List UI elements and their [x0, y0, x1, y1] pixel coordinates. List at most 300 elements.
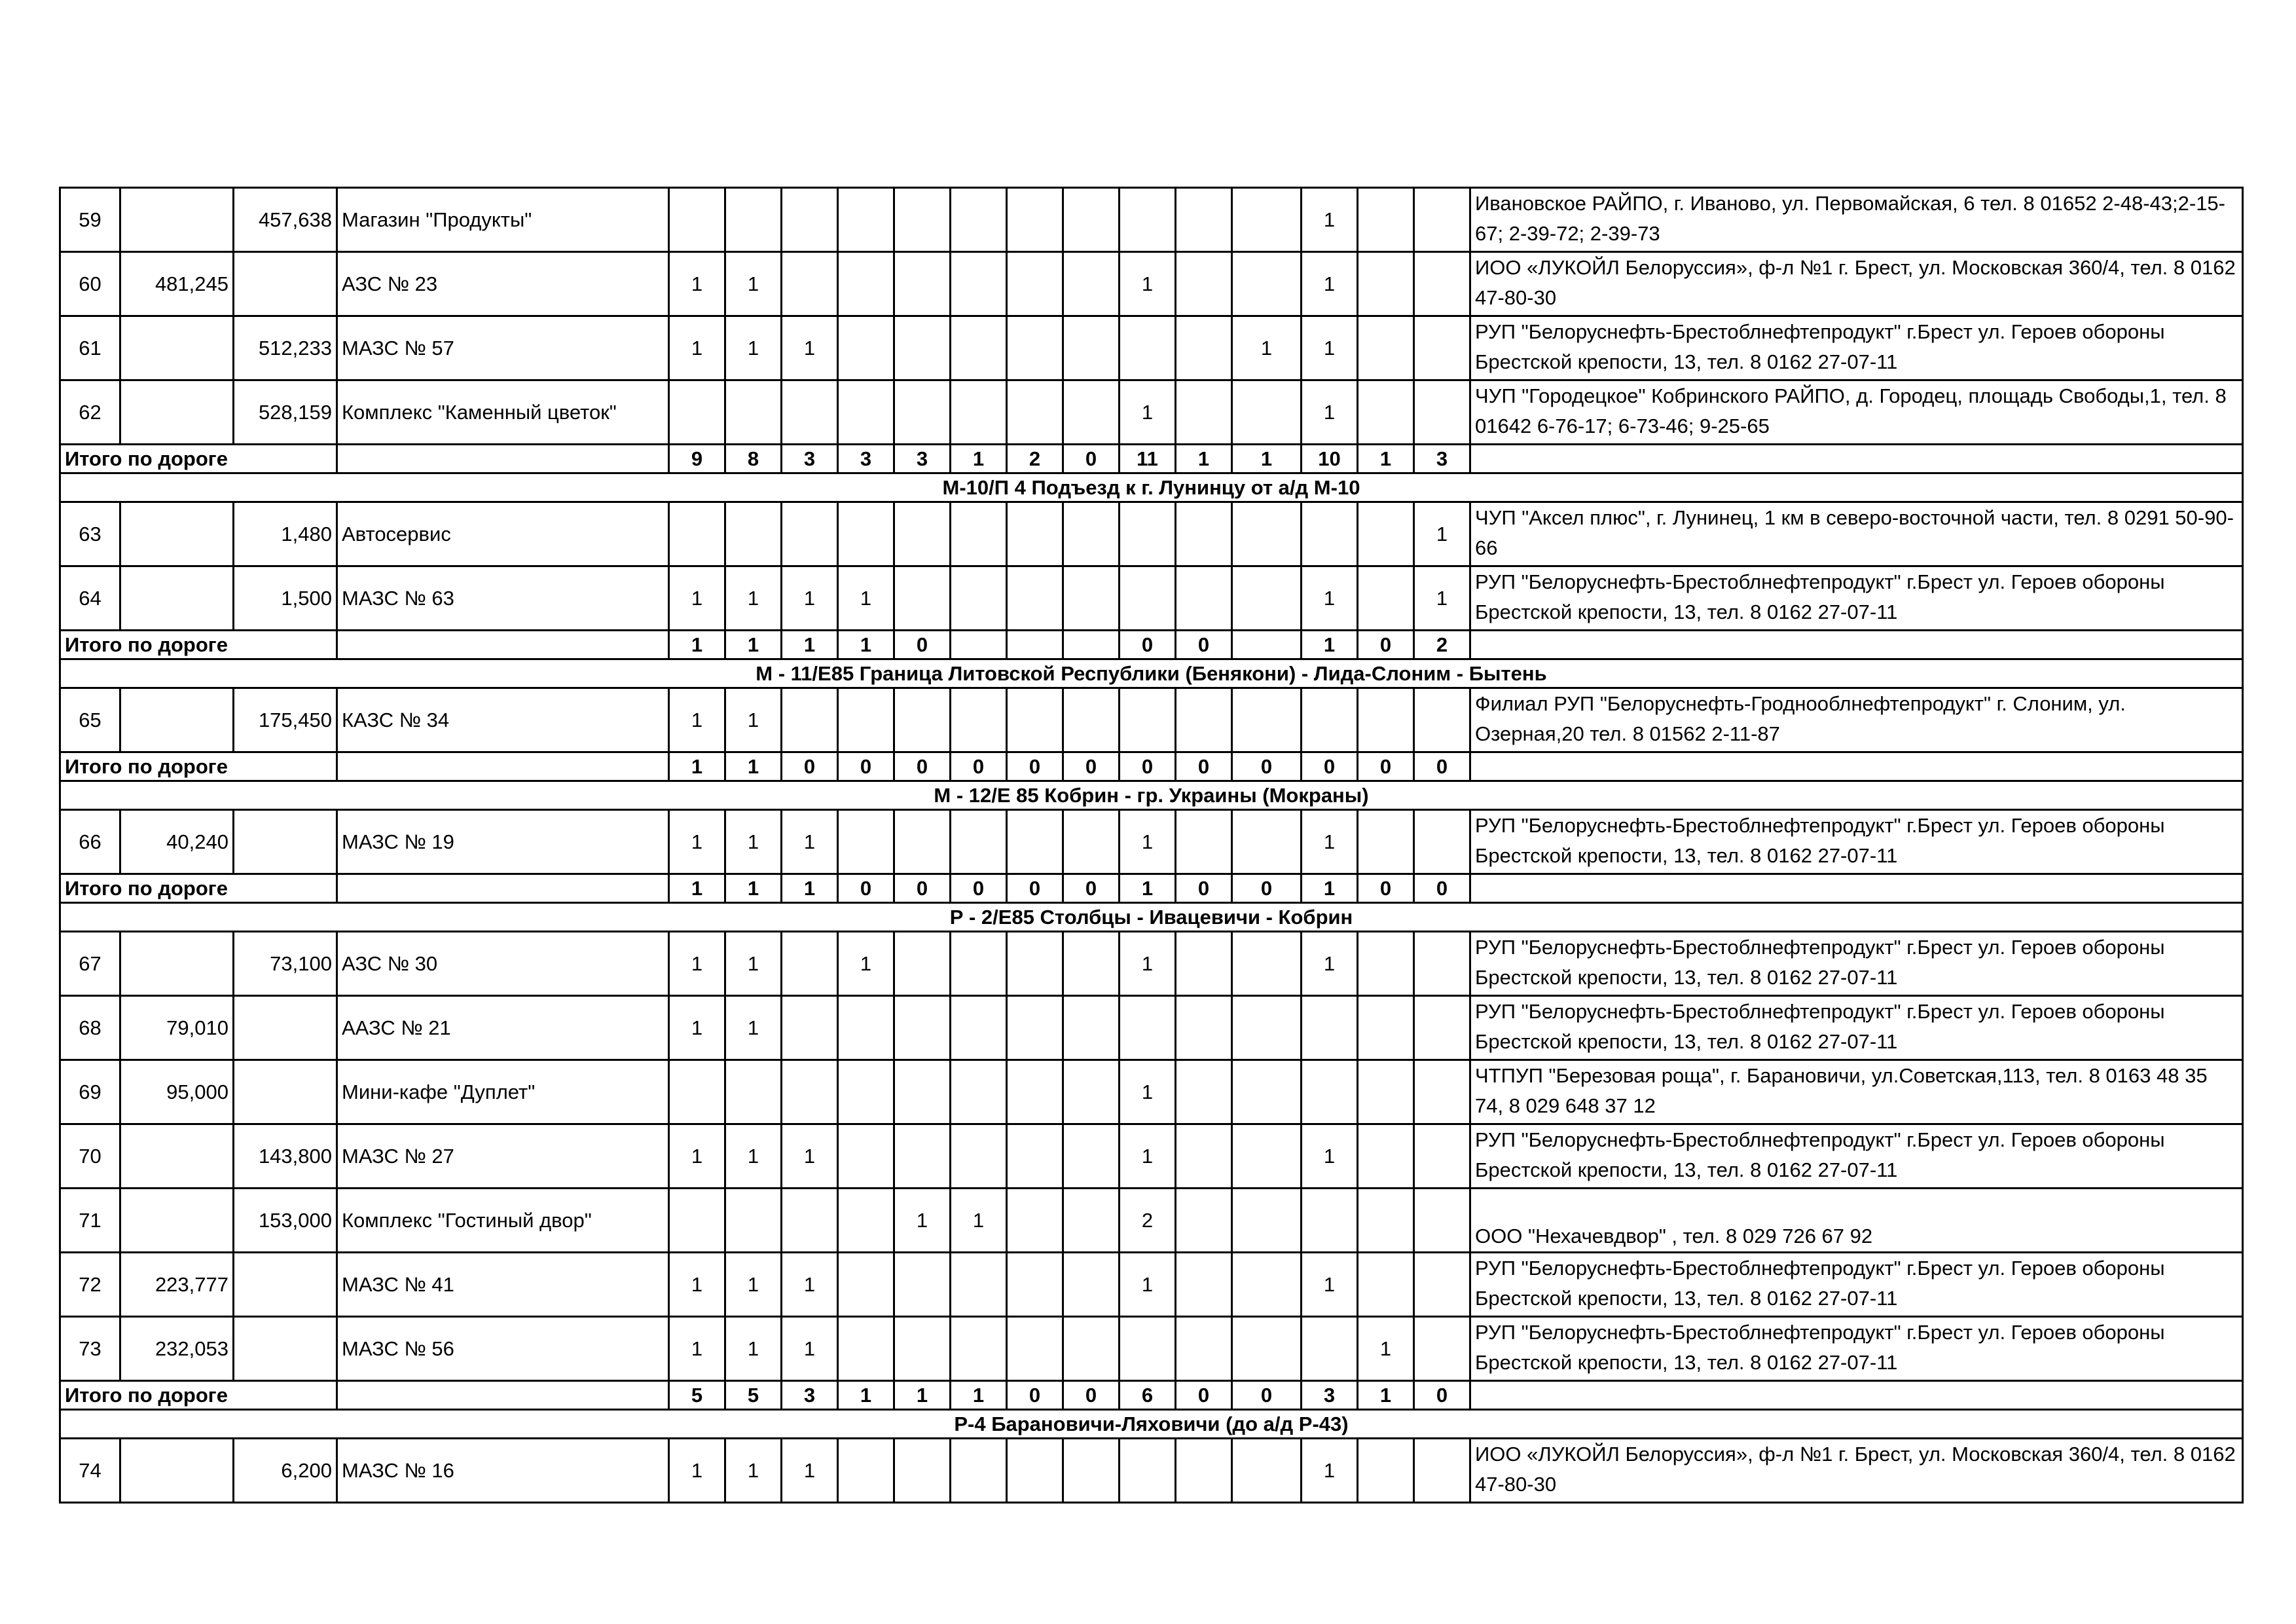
service-count-cell — [894, 1060, 951, 1124]
service-count-cell — [1176, 1189, 1232, 1253]
service-count-cell — [1414, 688, 1470, 752]
service-count-cell: 1 — [1232, 316, 1302, 380]
service-count-cell — [725, 1060, 782, 1124]
service-count-cell — [1007, 316, 1063, 380]
row-number-cell: 61 — [60, 316, 120, 380]
service-count-cell — [1414, 1439, 1470, 1503]
table-body — [60, 188, 2243, 1503]
service-count-cell — [1063, 1439, 1120, 1503]
empty-cell — [337, 752, 669, 781]
facility-name-cell: МАЗС № 27 — [337, 1124, 669, 1189]
service-count-cell — [1414, 1189, 1470, 1253]
km-left-cell: 481,245 — [120, 252, 234, 316]
service-count-cell: 1 — [725, 252, 782, 316]
service-count-cell: 1 — [1358, 1317, 1414, 1381]
km-right-cell: 175,450 — [234, 688, 337, 752]
service-count-cell — [838, 1439, 894, 1503]
service-count-cell — [894, 502, 951, 566]
service-count-cell: 1 — [725, 996, 782, 1060]
service-count-cell: 1 — [1302, 252, 1358, 316]
km-right-cell — [234, 1253, 337, 1317]
owner-contact-cell: РУП "Белоруснефть-Брестоблнефтепродукт" г.Брест ул. Героев обороны Брестской крепости, 13, тел. 8 0162 27-07-11 — [1470, 566, 2243, 631]
road-total-value: 0 — [1176, 752, 1232, 781]
owner-contact-cell: Ивановское РАЙПО, г. Иваново, ул. Первомайская, 6 тел. 8 01652 2-48-43;2-15-67; 2-39-72; 2-39-73 — [1470, 188, 2243, 252]
service-count-cell — [838, 1124, 894, 1189]
facility-name-cell: МАЗС № 63 — [337, 566, 669, 631]
service-count-cell — [1007, 1317, 1063, 1381]
service-count-cell — [838, 810, 894, 874]
service-count-cell — [838, 1317, 894, 1381]
empty-cell — [337, 874, 669, 903]
facility-name-cell: Мини-кафе "Дуплет" — [337, 1060, 669, 1124]
service-count-cell — [951, 688, 1007, 752]
service-count-cell — [1120, 316, 1176, 380]
km-left-cell: 232,053 — [120, 1317, 234, 1381]
service-count-cell — [838, 1253, 894, 1317]
table-row — [60, 316, 2243, 380]
road-total-value: 1 — [951, 1381, 1007, 1410]
road-total-value: 0 — [1176, 631, 1232, 659]
service-count-cell — [951, 1253, 1007, 1317]
service-count-cell — [1063, 1124, 1120, 1189]
service-count-cell — [1063, 688, 1120, 752]
row-number-cell: 67 — [60, 932, 120, 996]
service-count-cell — [782, 188, 838, 252]
road-total-value: 1 — [1120, 874, 1176, 903]
service-count-cell — [894, 1439, 951, 1503]
road-total-value: 1 — [782, 631, 838, 659]
service-count-cell: 1 — [669, 252, 725, 316]
service-count-cell — [951, 1317, 1007, 1381]
service-count-cell — [951, 1060, 1007, 1124]
service-count-cell — [1414, 996, 1470, 1060]
service-count-cell: 1 — [725, 1317, 782, 1381]
service-count-cell — [951, 252, 1007, 316]
service-count-cell — [1063, 380, 1120, 445]
empty-cell — [1470, 631, 2243, 659]
road-total-value: 0 — [1358, 874, 1414, 903]
owner-contact-cell: РУП "Белоруснефть-Брестоблнефтепродукт" г.Брест ул. Героев обороны Брестской крепости, 13, тел. 8 0162 27-07-11 — [1470, 316, 2243, 380]
service-count-cell — [1232, 688, 1302, 752]
road-total-value: 0 — [894, 874, 951, 903]
empty-cell — [1470, 752, 2243, 781]
road-total-value: 0 — [838, 752, 894, 781]
service-count-cell — [1358, 1189, 1414, 1253]
road-total-value: 5 — [725, 1381, 782, 1410]
road-total-value: 10 — [1302, 445, 1358, 473]
road-total-value: 0 — [1176, 874, 1232, 903]
km-left-cell: 40,240 — [120, 810, 234, 874]
road-total-value: 1 — [838, 631, 894, 659]
owner-contact-cell: ЧТПУП "Березовая роща", г. Барановичи, ул.Советская,113, тел. 8 0163 48 35 74, 8 029 648 37 12 — [1470, 1060, 2243, 1124]
service-count-cell — [1176, 1060, 1232, 1124]
service-count-cell — [1232, 1317, 1302, 1381]
service-count-cell: 1 — [1414, 502, 1470, 566]
service-count-cell — [838, 380, 894, 445]
service-count-cell: 1 — [725, 932, 782, 996]
road-total-value — [1007, 631, 1063, 659]
service-count-cell — [894, 932, 951, 996]
service-count-cell — [1063, 1317, 1120, 1381]
service-count-cell: 1 — [1120, 380, 1176, 445]
service-count-cell — [1358, 566, 1414, 631]
service-count-cell — [894, 1253, 951, 1317]
service-count-cell: 1 — [838, 566, 894, 631]
row-number-cell: 71 — [60, 1189, 120, 1253]
table-row — [60, 1124, 2243, 1189]
road-total-label: Итого по дороге — [60, 1381, 337, 1410]
road-total-value: 3 — [894, 445, 951, 473]
km-left-cell: 95,000 — [120, 1060, 234, 1124]
service-count-cell — [1414, 1124, 1470, 1189]
service-count-cell: 2 — [1120, 1189, 1176, 1253]
service-count-cell — [1007, 380, 1063, 445]
service-count-cell — [838, 1060, 894, 1124]
service-count-cell — [1358, 502, 1414, 566]
service-count-cell — [1358, 252, 1414, 316]
service-count-cell: 1 — [669, 566, 725, 631]
road-title: М-10/П 4 Подъезд к г. Лунинцу от а/д М-10 — [60, 473, 2243, 502]
service-count-cell — [1414, 1253, 1470, 1317]
row-number-cell: 62 — [60, 380, 120, 445]
road-title: Р-4 Барановичи-Ляховичи (до а/д Р-43) — [60, 1410, 2243, 1439]
service-count-cell — [1176, 996, 1232, 1060]
service-count-cell — [1232, 1439, 1302, 1503]
road-total-value: 0 — [1414, 752, 1470, 781]
service-count-cell: 1 — [1302, 380, 1358, 445]
row-number-cell: 60 — [60, 252, 120, 316]
table-row — [60, 380, 2243, 445]
facility-name-cell: МАЗС № 16 — [337, 1439, 669, 1503]
service-count-cell — [951, 810, 1007, 874]
road-total-value: 0 — [1120, 752, 1176, 781]
road-title: М - 11/Е85 Граница Литовской Республики (Бенякони) - Лида-Слоним - Бытень — [60, 659, 2243, 688]
service-count-cell — [782, 932, 838, 996]
road-total-value: 1 — [1302, 874, 1358, 903]
service-count-cell — [1232, 502, 1302, 566]
km-right-cell: 73,100 — [234, 932, 337, 996]
service-count-cell — [1007, 252, 1063, 316]
road-section-header — [60, 903, 2243, 932]
road-total-value: 1 — [894, 1381, 951, 1410]
empty-cell — [1470, 874, 2243, 903]
table-row — [60, 1189, 2243, 1253]
service-count-cell — [1176, 188, 1232, 252]
service-count-cell — [1007, 1189, 1063, 1253]
service-count-cell — [1007, 1439, 1063, 1503]
service-count-cell: 1 — [725, 1253, 782, 1317]
service-count-cell — [1232, 1189, 1302, 1253]
road-total-value: 5 — [669, 1381, 725, 1410]
road-total-value: 1 — [669, 874, 725, 903]
service-count-cell — [782, 252, 838, 316]
service-count-cell: 1 — [838, 932, 894, 996]
facility-name-cell: Комплекс "Каменный цветок" — [337, 380, 669, 445]
row-number-cell: 59 — [60, 188, 120, 252]
service-count-cell — [725, 502, 782, 566]
row-number-cell: 63 — [60, 502, 120, 566]
road-section-header — [60, 1410, 2243, 1439]
service-count-cell — [1176, 1124, 1232, 1189]
service-count-cell: 1 — [1120, 252, 1176, 316]
km-right-cell: 1,500 — [234, 566, 337, 631]
service-count-cell: 1 — [669, 316, 725, 380]
empty-cell — [337, 1381, 669, 1410]
service-count-cell — [1007, 1124, 1063, 1189]
service-count-cell — [1007, 566, 1063, 631]
row-number-cell: 70 — [60, 1124, 120, 1189]
service-count-cell — [782, 380, 838, 445]
km-right-cell — [234, 1060, 337, 1124]
road-total-value: 1 — [1358, 445, 1414, 473]
road-section-header — [60, 473, 2243, 502]
service-count-cell — [782, 996, 838, 1060]
road-total-value: 1 — [838, 1381, 894, 1410]
service-count-cell: 1 — [782, 1317, 838, 1381]
road-total-value: 1 — [725, 874, 782, 903]
row-number-cell: 72 — [60, 1253, 120, 1317]
service-count-cell: 1 — [1302, 932, 1358, 996]
service-count-cell — [1007, 810, 1063, 874]
km-left-cell — [120, 316, 234, 380]
service-count-cell — [1176, 1439, 1232, 1503]
empty-cell — [337, 631, 669, 659]
service-count-cell — [1007, 1060, 1063, 1124]
km-right-cell: 6,200 — [234, 1439, 337, 1503]
service-count-cell — [894, 1317, 951, 1381]
owner-contact-cell: ИОО «ЛУКОЙЛ Белоруссия», ф-л №1 г. Брест, ул. Московская 360/4, тел. 8 0162 47-80-30 — [1470, 1439, 2243, 1503]
service-count-cell — [1302, 1189, 1358, 1253]
service-count-cell: 1 — [1120, 1124, 1176, 1189]
service-count-cell — [1176, 380, 1232, 445]
row-number-cell: 66 — [60, 810, 120, 874]
road-total-value: 9 — [669, 445, 725, 473]
road-total-value: 0 — [1358, 631, 1414, 659]
road-total-value: 0 — [1007, 1381, 1063, 1410]
road-total-value — [951, 631, 1007, 659]
service-count-cell — [1176, 932, 1232, 996]
table-row — [60, 1439, 2243, 1503]
service-count-cell: 1 — [1302, 566, 1358, 631]
km-right-cell — [234, 810, 337, 874]
row-number-cell: 73 — [60, 1317, 120, 1381]
service-count-cell: 1 — [1414, 566, 1470, 631]
service-count-cell — [951, 1124, 1007, 1189]
row-number-cell: 68 — [60, 996, 120, 1060]
road-section-header — [60, 781, 2243, 810]
service-count-cell — [894, 316, 951, 380]
service-count-cell — [1063, 1189, 1120, 1253]
service-count-cell: 1 — [782, 1253, 838, 1317]
road-total-value: 3 — [1414, 445, 1470, 473]
service-count-cell — [1302, 1060, 1358, 1124]
service-count-cell — [1414, 188, 1470, 252]
service-count-cell — [1302, 502, 1358, 566]
service-count-cell — [1176, 1253, 1232, 1317]
service-count-cell — [951, 566, 1007, 631]
road-total-row — [60, 874, 2243, 903]
row-number-cell: 64 — [60, 566, 120, 631]
service-count-cell — [725, 1189, 782, 1253]
service-count-cell: 1 — [725, 1439, 782, 1503]
road-total-value: 6 — [1120, 1381, 1176, 1410]
road-total-value: 3 — [782, 445, 838, 473]
service-count-cell — [838, 996, 894, 1060]
service-count-cell: 1 — [669, 688, 725, 752]
row-number-cell: 65 — [60, 688, 120, 752]
road-section-header — [60, 659, 2243, 688]
km-left-cell: 223,777 — [120, 1253, 234, 1317]
road-total-value: 0 — [1063, 445, 1120, 473]
road-total-value: 0 — [1063, 752, 1120, 781]
km-right-cell: 1,480 — [234, 502, 337, 566]
service-count-cell — [1414, 932, 1470, 996]
service-count-cell: 1 — [1120, 932, 1176, 996]
service-count-cell — [1358, 810, 1414, 874]
owner-contact-cell: ЧУП "Городецкое" Кобринского РАЙПО, д. Городец, площадь Свободы,1, тел. 8 01642 6-76-17; 6-73-46; 9-25-65 — [1470, 380, 2243, 445]
service-count-cell — [782, 1060, 838, 1124]
km-left-cell — [120, 380, 234, 445]
service-count-cell — [1232, 566, 1302, 631]
road-total-value: 3 — [838, 445, 894, 473]
road-total-value: 2 — [1414, 631, 1470, 659]
owner-contact-cell: РУП "Белоруснефть-Брестоблнефтепродукт" г.Брест ул. Героев обороны Брестской крепости, 13, тел. 8 0162 27-07-11 — [1470, 810, 2243, 874]
service-count-cell: 1 — [1302, 188, 1358, 252]
km-left-cell — [120, 1439, 234, 1503]
service-count-cell — [1358, 1124, 1414, 1189]
row-number-cell: 69 — [60, 1060, 120, 1124]
road-total-value: 11 — [1120, 445, 1176, 473]
service-count-cell — [951, 316, 1007, 380]
service-count-cell — [1232, 380, 1302, 445]
road-total-label: Итого по дороге — [60, 752, 337, 781]
service-count-cell — [1063, 188, 1120, 252]
table-row — [60, 688, 2243, 752]
service-count-cell — [1063, 316, 1120, 380]
service-count-cell — [1063, 502, 1120, 566]
road-total-value: 0 — [1007, 752, 1063, 781]
service-count-cell — [1232, 996, 1302, 1060]
service-count-cell — [838, 1189, 894, 1253]
service-count-cell — [1358, 316, 1414, 380]
service-count-cell — [1063, 1253, 1120, 1317]
service-count-cell — [1063, 566, 1120, 631]
owner-contact-cell: ООО "Нехачевдвор" , тел. 8 029 726 67 92 — [1470, 1189, 2243, 1253]
service-count-cell — [669, 502, 725, 566]
service-count-cell — [1007, 1253, 1063, 1317]
road-total-row — [60, 445, 2243, 473]
road-total-value: 1 — [951, 445, 1007, 473]
road-total-value: 0 — [838, 874, 894, 903]
road-total-value: 1 — [1358, 1381, 1414, 1410]
km-left-cell — [120, 188, 234, 252]
km-right-cell — [234, 1317, 337, 1381]
km-left-cell — [120, 688, 234, 752]
service-count-cell — [1007, 502, 1063, 566]
service-count-cell — [1176, 502, 1232, 566]
service-count-cell — [782, 688, 838, 752]
service-count-cell — [669, 1060, 725, 1124]
service-count-cell: 1 — [951, 1189, 1007, 1253]
road-total-value: 1 — [725, 631, 782, 659]
empty-cell — [337, 445, 669, 473]
service-count-cell — [894, 188, 951, 252]
table-row — [60, 502, 2243, 566]
service-count-cell — [1302, 688, 1358, 752]
road-total-value: 0 — [1120, 631, 1176, 659]
service-count-cell — [1063, 1060, 1120, 1124]
facility-name-cell: МАЗС № 41 — [337, 1253, 669, 1317]
service-count-cell — [1176, 252, 1232, 316]
km-right-cell — [234, 252, 337, 316]
service-count-cell — [1120, 996, 1176, 1060]
facility-name-cell: Автосервис — [337, 502, 669, 566]
service-count-cell — [1007, 188, 1063, 252]
service-count-cell — [894, 810, 951, 874]
service-count-cell — [1232, 932, 1302, 996]
service-count-cell — [782, 502, 838, 566]
service-count-cell — [838, 252, 894, 316]
road-total-value: 0 — [1063, 1381, 1120, 1410]
service-count-cell — [1232, 1253, 1302, 1317]
table-row — [60, 566, 2243, 631]
road-total-value: 0 — [951, 752, 1007, 781]
service-count-cell — [1120, 566, 1176, 631]
service-count-cell: 1 — [1302, 810, 1358, 874]
road-total-value: 3 — [782, 1381, 838, 1410]
service-count-cell — [1063, 810, 1120, 874]
owner-contact-cell: РУП "Белоруснефть-Брестоблнефтепродукт" г.Брест ул. Героев обороны Брестской крепости, 13, тел. 8 0162 27-07-11 — [1470, 1253, 2243, 1317]
service-count-cell — [894, 380, 951, 445]
road-total-value: 1 — [669, 752, 725, 781]
road-total-value: 1 — [725, 752, 782, 781]
service-count-cell: 1 — [1302, 1124, 1358, 1189]
service-count-cell — [1120, 502, 1176, 566]
service-count-cell — [1358, 380, 1414, 445]
service-count-cell: 1 — [725, 810, 782, 874]
service-count-cell — [669, 380, 725, 445]
road-title: Р - 2/Е85 Столбцы - Ивацевичи - Кобрин — [60, 903, 2243, 932]
road-total-value: 0 — [1063, 874, 1120, 903]
service-count-cell: 1 — [1120, 1253, 1176, 1317]
road-total-value: 0 — [894, 631, 951, 659]
facility-name-cell: АЗС № 30 — [337, 932, 669, 996]
road-total-value: 0 — [894, 752, 951, 781]
facility-name-cell: МАЗС № 56 — [337, 1317, 669, 1381]
facility-name-cell: МАЗС № 57 — [337, 316, 669, 380]
service-count-cell — [951, 502, 1007, 566]
road-total-value: 0 — [782, 752, 838, 781]
owner-contact-cell: РУП "Белоруснефть-Брестоблнефтепродукт" г.Брест ул. Героев обороны Брестской крепости, 13, тел. 8 0162 27-07-11 — [1470, 932, 2243, 996]
service-count-cell — [1414, 316, 1470, 380]
service-count-cell — [1358, 688, 1414, 752]
service-count-cell: 1 — [669, 1317, 725, 1381]
service-count-cell: 1 — [669, 932, 725, 996]
km-left-cell — [120, 932, 234, 996]
road-total-value: 0 — [1176, 1381, 1232, 1410]
km-right-cell: 457,638 — [234, 188, 337, 252]
table-row — [60, 1060, 2243, 1124]
service-count-cell: 1 — [725, 688, 782, 752]
service-count-cell: 1 — [725, 566, 782, 631]
road-total-value: 0 — [1358, 752, 1414, 781]
road-total-value: 0 — [1414, 1381, 1470, 1410]
km-right-cell: 153,000 — [234, 1189, 337, 1253]
road-total-row — [60, 1381, 2243, 1410]
facility-name-cell: Комплекс "Гостиный двор" — [337, 1189, 669, 1253]
service-count-cell — [894, 688, 951, 752]
road-total-value: 0 — [1232, 1381, 1302, 1410]
